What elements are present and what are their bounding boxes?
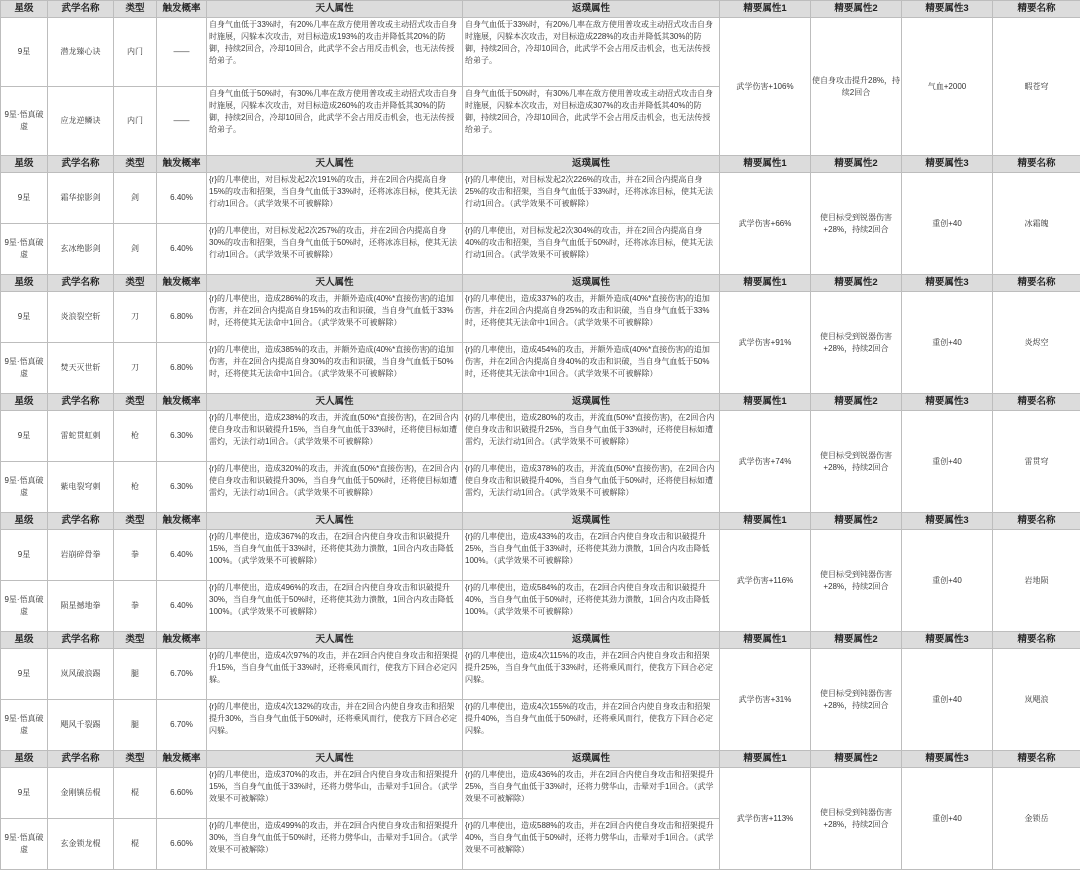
refine-name-cell: 炎烬空: [993, 292, 1080, 394]
fanpu-attr-text: {r}的几率使出，对目标发起2次226%的攻击，并在2回合内提高自身25%的攻击和招架，当自身气血低于33%时，还将冰冻目标，使其无法行动1回合。（武学效果不可被解除）: [465, 174, 717, 210]
header-row: [1, 632, 1080, 649]
tianren-attr-cell: [207, 224, 463, 275]
skill-name-cell: 炎浪裂空斩: [48, 292, 114, 343]
fanpu-attr-text: {r}的几率使出，造成337%的攻击，并额外造成(40%*直接伤害)的追加伤害，并在2回合内提高自身25%的攻击和识破，当自身气血低于33%时，还将使其无法命中1回合。（武学效果不可被解除）: [465, 293, 717, 329]
fanpu-attr-cell: [463, 581, 720, 632]
table-row: [1, 411, 1080, 462]
trigger-rate-cell: 6.60%: [157, 819, 207, 870]
fanpu-attr-text: {r}的几率使出，造成4次155%的攻击，并在2回合内使自身攻击和招架提升40%，当自身气血低于50%时，还将乘风而行，使我方下回合必定闪躲。: [465, 701, 717, 737]
refine-attr-1-cell: 武学伤害+113%: [720, 768, 811, 870]
header-type: 类型: [114, 156, 157, 173]
tianren-attr-text: {r}的几率使出，造成4次97%的攻击，并在2回合内使自身攻击和招架提升15%，当自身气血低于33%时，还将乘风而行，使我方下回合必定闪躲。: [209, 650, 460, 686]
star-level-cell: 9星: [1, 292, 48, 343]
fanpu-attr-cell: [463, 18, 720, 87]
header-skill-name: 武学名称: [48, 1, 114, 18]
star-level-cell: 9星·悟真破虚: [1, 343, 48, 394]
header-refine-attr-3: 精要属性3: [902, 156, 993, 173]
header-star: 星级: [1, 1, 48, 18]
header-fanpu-attr: 返璞属性: [463, 394, 720, 411]
refine-attr-1-cell: 武学伤害+31%: [720, 649, 811, 751]
header-refine-attr-3: 精要属性3: [902, 275, 993, 292]
fanpu-attr-text: {r}的几率使出，造成454%的攻击，并额外造成(40%*直接伤害)的追加伤害，并在2回合内提高自身40%的攻击和识破，当自身气血低于50%时，还将使其无法命中1回合。（武学效果不可被解除）: [465, 344, 717, 380]
skill-type-cell: 棍: [114, 768, 157, 819]
refine-attr-1-cell: 武学伤害+66%: [720, 173, 811, 275]
header-refine-attr-1: 精要属性1: [720, 1, 811, 18]
refine-attr-2-cell: 使目标受到钝器伤害+28%，持续2回合: [811, 649, 902, 751]
refine-attr-3-cell: 气血+2000: [902, 18, 993, 156]
star-level-cell: 9星·悟真破虚: [1, 224, 48, 275]
star-level-cell: 9星: [1, 18, 48, 87]
fanpu-attr-cell: [463, 173, 720, 224]
header-refine-attr-2: 精要属性2: [811, 1, 902, 18]
fanpu-attr-cell: [463, 700, 720, 751]
skill-name-cell: 雷蛇贯虹刺: [48, 411, 114, 462]
fanpu-attr-text: {r}的几率使出，造成436%的攻击，并在2回合内使自身攻击和招架提升25%，当自身气血低于33%时，还将力劈华山，击晕对手1回合。（武学效果不可被解除）: [465, 769, 717, 805]
fanpu-attr-cell: [463, 530, 720, 581]
header-refine-name: 精要名称: [993, 513, 1080, 530]
fanpu-attr-text: {r}的几率使出，造成433%的攻击，在2回合内使自身攻击和识破提升25%，当自身气血低于33%时，还将使其劲力溃散，1回合内攻击降低100%。（武学效果不可被解除）: [465, 531, 717, 567]
tianren-attr-cell: [207, 768, 463, 819]
refine-name-cell: 雷贯穹: [993, 411, 1080, 513]
header-refine-attr-2: 精要属性2: [811, 632, 902, 649]
refine-attr-1-cell: 武学伤害+116%: [720, 530, 811, 632]
fanpu-attr-text: {r}的几率使出，造成378%的攻击，并流血(50%*直接伤害)，在2回合内使自身攻击和识破提升40%，当自身气血低于50%时，还将使目标如遭雷灼，无法行动1回合。（武学效果不可被解除）: [465, 463, 717, 499]
refine-attr-1-cell: 武学伤害+106%: [720, 18, 811, 156]
refine-attr-3-cell: 重创+40: [902, 530, 993, 632]
header-trigger-rate: 触发概率: [157, 632, 207, 649]
skill-name-cell: 潜龙臻心诀: [48, 18, 114, 87]
header-trigger-rate: 触发概率: [157, 1, 207, 18]
header-trigger-rate: 触发概率: [157, 394, 207, 411]
star-level-cell: 9星: [1, 411, 48, 462]
header-refine-attr-1: 精要属性1: [720, 632, 811, 649]
refine-attr-3-cell: 重创+40: [902, 411, 993, 513]
tianren-attr-text: {r}的几率使出，造成367%的攻击，在2回合内使自身攻击和识破提升15%，当自身气血低于33%时，还将使其劲力溃散，1回合内攻击降低100%。（武学效果不可被解除）: [209, 531, 460, 567]
fanpu-attr-cell: [463, 768, 720, 819]
fanpu-attr-cell: [463, 649, 720, 700]
header-fanpu-attr: 返璞属性: [463, 632, 720, 649]
header-refine-attr-2: 精要属性2: [811, 394, 902, 411]
header-refine-name: 精要名称: [993, 156, 1080, 173]
refine-attr-2-cell: 使目标受到锐器伤害+28%，持续2回合: [811, 411, 902, 513]
header-refine-attr-1: 精要属性1: [720, 156, 811, 173]
skill-name-cell: 岚风破浪踢: [48, 649, 114, 700]
tianren-attr-text: 自身气血低于33%时，有20%几率在敌方使用普攻或主动招式攻击自身时施展，闪躲本次攻击，对目标造成193%的攻击并降低其20%的防御，持续2回合，冷却10回合，此武学不会占用反击机会，也无法传授给弟子。: [209, 19, 460, 67]
fanpu-attr-cell: [463, 87, 720, 156]
refine-attr-3-cell: 重创+40: [902, 173, 993, 275]
table-row: [1, 649, 1080, 700]
header-row: [1, 156, 1080, 173]
header-skill-name: 武学名称: [48, 394, 114, 411]
header-refine-name: 精要名称: [993, 751, 1080, 768]
header-star: 星级: [1, 275, 48, 292]
header-type: 类型: [114, 1, 157, 18]
header-refine-attr-3: 精要属性3: [902, 632, 993, 649]
fanpu-attr-cell: [463, 343, 720, 394]
header-tianren-attr: 天人属性: [207, 751, 463, 768]
tianren-attr-text: {r}的几率使出，造成238%的攻击，并流血(50%*直接伤害)，在2回合内使自身攻击和识破提升15%，当自身气血低于33%时，还将使目标如遭雷灼，无法行动1回合。（武学效果不可被解除）: [209, 412, 460, 448]
tianren-attr-cell: [207, 173, 463, 224]
trigger-rate-cell: 6.70%: [157, 649, 207, 700]
refine-name-cell: 冰霜魄: [993, 173, 1080, 275]
fanpu-attr-text: {r}的几率使出，造成4次115%的攻击，并在2回合内使自身攻击和招架提升25%，当自身气血低于33%时，还将乘风而行，使我方下回合必定闪躲。: [465, 650, 717, 686]
refine-name-cell: 暇苍穹: [993, 18, 1080, 156]
tianren-attr-text: {r}的几率使出，对目标发起2次257%的攻击，并在2回合内提高自身30%的攻击和招架，当自身气血低于50%时，还将冰冻目标，使其无法行动1回合。（武学效果不可被解除）: [209, 225, 460, 261]
table-row: [1, 530, 1080, 581]
trigger-rate-cell: ——: [157, 18, 207, 87]
star-level-cell: 9星: [1, 530, 48, 581]
tianren-attr-text: {r}的几率使出，造成499%的攻击，并在2回合内使自身攻击和招架提升30%，当自身气血低于50%时，还将力劈华山，击晕对手1回合。（武学效果不可被解除）: [209, 820, 460, 856]
header-type: 类型: [114, 275, 157, 292]
header-skill-name: 武学名称: [48, 751, 114, 768]
fanpu-attr-cell: [463, 411, 720, 462]
header-type: 类型: [114, 394, 157, 411]
header-trigger-rate: 触发概率: [157, 275, 207, 292]
star-level-cell: 9星: [1, 768, 48, 819]
header-refine-name: 精要名称: [993, 632, 1080, 649]
header-star: 星级: [1, 632, 48, 649]
skill-name-cell: 霜华掠影剑: [48, 173, 114, 224]
header-star: 星级: [1, 156, 48, 173]
skill-type-cell: 拳: [114, 581, 157, 632]
header-refine-attr-3: 精要属性3: [902, 394, 993, 411]
skill-type-cell: 内门: [114, 18, 157, 87]
table-row: [1, 292, 1080, 343]
table-row: [1, 173, 1080, 224]
header-row: [1, 751, 1080, 768]
header-tianren-attr: 天人属性: [207, 513, 463, 530]
header-type: 类型: [114, 751, 157, 768]
header-row: [1, 275, 1080, 292]
refine-attr-1-cell: 武学伤害+91%: [720, 292, 811, 394]
tianren-attr-cell: [207, 530, 463, 581]
refine-attr-2-cell: 使目标受到锐器伤害+28%，持续2回合: [811, 173, 902, 275]
header-refine-attr-1: 精要属性1: [720, 394, 811, 411]
star-level-cell: 9星·悟真破虚: [1, 462, 48, 513]
tianren-attr-text: {r}的几率使出，造成370%的攻击，并在2回合内使自身攻击和招架提升15%，当自身气血低于33%时，还将力劈华山，击晕对手1回合。（武学效果不可被解除）: [209, 769, 460, 805]
refine-attr-3-cell: 重创+40: [902, 768, 993, 870]
header-fanpu-attr: 返璞属性: [463, 1, 720, 18]
refine-attr-3-cell: 重创+40: [902, 649, 993, 751]
header-tianren-attr: 天人属性: [207, 275, 463, 292]
trigger-rate-cell: 6.40%: [157, 530, 207, 581]
trigger-rate-cell: 6.70%: [157, 700, 207, 751]
skill-name-cell: 焚天灭世斩: [48, 343, 114, 394]
skill-name-cell: 金刚镇岳棍: [48, 768, 114, 819]
star-level-cell: 9星·悟真破虚: [1, 819, 48, 870]
fanpu-attr-text: {r}的几率使出，造成280%的攻击，并流血(50%*直接伤害)，在2回合内使自身攻击和识破提升25%，当自身气血低于33%时，还将使目标如遭雷灼，无法行动1回合。（武学效果不可被解除）: [465, 412, 717, 448]
skill-type-cell: 内门: [114, 87, 157, 156]
header-fanpu-attr: 返璞属性: [463, 156, 720, 173]
fanpu-attr-text: 自身气血低于33%时，有20%几率在敌方使用普攻或主动招式攻击自身时施展，闪躲本次攻击，对目标造成228%的攻击并降低其30%的防御，持续2回合，冷却10回合，此武学不会占用反击机会，也无法传授给弟子。: [465, 19, 717, 67]
header-refine-attr-2: 精要属性2: [811, 751, 902, 768]
header-skill-name: 武学名称: [48, 156, 114, 173]
refine-attr-2-cell: 使自身攻击提升28%，持续2回合: [811, 18, 902, 156]
star-level-cell: 9星: [1, 173, 48, 224]
star-level-cell: 9星·悟真破虚: [1, 700, 48, 751]
tianren-attr-text: {r}的几率使出，造成4次132%的攻击，并在2回合内使自身攻击和招架提升30%，当自身气血低于50%时，还将乘风而行，使我方下回合必定闪躲。: [209, 701, 460, 737]
trigger-rate-cell: 6.30%: [157, 411, 207, 462]
trigger-rate-cell: 6.40%: [157, 224, 207, 275]
header-row: [1, 394, 1080, 411]
header-refine-attr-3: 精要属性3: [902, 513, 993, 530]
tianren-attr-text: {r}的几率使出，造成496%的攻击，在2回合内使自身攻击和识破提升30%，当自身气血低于50%时，还将使其劲力溃散，1回合内攻击降低100%。（武学效果不可被解除）: [209, 582, 460, 618]
header-type: 类型: [114, 632, 157, 649]
skill-type-cell: 剑: [114, 173, 157, 224]
trigger-rate-cell: ——: [157, 87, 207, 156]
tianren-attr-text: {r}的几率使出，造成286%的攻击，并额外造成(40%*直接伤害)的追加伤害，并在2回合内提高自身15%的攻击和识破，当自身气血低于33%时，还将使其无法命中1回合。（武学效果不可被解除）: [209, 293, 460, 329]
skill-name-cell: 应龙逆鳞诀: [48, 87, 114, 156]
trigger-rate-cell: 6.60%: [157, 768, 207, 819]
header-refine-name: 精要名称: [993, 275, 1080, 292]
header-refine-attr-1: 精要属性1: [720, 275, 811, 292]
header-star: 星级: [1, 394, 48, 411]
header-skill-name: 武学名称: [48, 632, 114, 649]
tianren-attr-cell: [207, 649, 463, 700]
header-refine-attr-3: 精要属性3: [902, 1, 993, 18]
skill-type-cell: 刀: [114, 292, 157, 343]
header-skill-name: 武学名称: [48, 513, 114, 530]
table-row: [1, 18, 1080, 87]
skill-type-cell: 腿: [114, 649, 157, 700]
fanpu-attr-text: {r}的几率使出，对目标发起2次304%的攻击，并在2回合内提高自身40%的攻击和招架，当自身气血低于50%时，还将冰冻目标，使其无法行动1回合。（武学效果不可被解除）: [465, 225, 717, 261]
header-skill-name: 武学名称: [48, 275, 114, 292]
header-star: 星级: [1, 513, 48, 530]
header-tianren-attr: 天人属性: [207, 156, 463, 173]
refine-name-cell: 金锁岳: [993, 768, 1080, 870]
fanpu-attr-cell: [463, 292, 720, 343]
tianren-attr-cell: [207, 581, 463, 632]
header-fanpu-attr: 返璞属性: [463, 513, 720, 530]
refine-attr-2-cell: 使目标受到锐器伤害+28%，持续2回合: [811, 292, 902, 394]
header-tianren-attr: 天人属性: [207, 632, 463, 649]
skill-type-cell: 棍: [114, 819, 157, 870]
skill-name-cell: 玄冰绝影剑: [48, 224, 114, 275]
header-fanpu-attr: 返璞属性: [463, 275, 720, 292]
trigger-rate-cell: 6.80%: [157, 343, 207, 394]
refine-attr-2-cell: 使目标受到钝器伤害+28%，持续2回合: [811, 768, 902, 870]
skill-type-cell: 腿: [114, 700, 157, 751]
tianren-attr-text: {r}的几率使出，对目标发起2次191%的攻击，并在2回合内提高自身15%的攻击和招架，当自身气血低于33%时，还将冰冻目标，使其无法行动1回合。（武学效果不可被解除）: [209, 174, 460, 210]
trigger-rate-cell: 6.80%: [157, 292, 207, 343]
header-refine-attr-2: 精要属性2: [811, 275, 902, 292]
skill-type-cell: 枪: [114, 411, 157, 462]
header-fanpu-attr: 返璞属性: [463, 751, 720, 768]
skill-name-cell: 紫电裂穹刺: [48, 462, 114, 513]
header-row: [1, 1, 1080, 18]
header-trigger-rate: 触发概率: [157, 156, 207, 173]
header-star: 星级: [1, 751, 48, 768]
refine-attr-2-cell: 使目标受到钝器伤害+28%，持续2回合: [811, 530, 902, 632]
star-level-cell: 9星·悟真破虚: [1, 581, 48, 632]
header-refine-name: 精要名称: [993, 1, 1080, 18]
skill-name-cell: 玄金锁龙棍: [48, 819, 114, 870]
refine-attr-1-cell: 武学伤害+74%: [720, 411, 811, 513]
header-refine-attr-1: 精要属性1: [720, 513, 811, 530]
tianren-attr-text: {r}的几率使出，造成320%的攻击，并流血(50%*直接伤害)，在2回合内使自身攻击和识破提升30%，当自身气血低于50%时，还将使目标如遭雷灼，无法行动1回合。（武学效果不可被解除）: [209, 463, 460, 499]
tianren-attr-text: 自身气血低于50%时，有30%几率在敌方使用普攻或主动招式攻击自身时施展，闪躲本次攻击，对目标造成260%的攻击并降低其30%的防御，持续2回合，冷却10回合，此武学不会占用反击机会，也无法传授给弟子。: [209, 88, 460, 136]
trigger-rate-cell: 6.30%: [157, 462, 207, 513]
header-refine-attr-2: 精要属性2: [811, 156, 902, 173]
header-tianren-attr: 天人属性: [207, 394, 463, 411]
skill-type-cell: 刀: [114, 343, 157, 394]
tianren-attr-cell: [207, 292, 463, 343]
refine-attr-3-cell: 重创+40: [902, 292, 993, 394]
star-level-cell: 9星·悟真破虚: [1, 87, 48, 156]
fanpu-attr-text: {r}的几率使出，造成588%的攻击，并在2回合内使自身攻击和招架提升40%，当自身气血低于50%时，还将力劈华山，击晕对手1回合。（武学效果不可被解除）: [465, 820, 717, 856]
skill-name-cell: 陨星撼地拳: [48, 581, 114, 632]
skill-type-cell: 枪: [114, 462, 157, 513]
fanpu-attr-text: {r}的几率使出，造成584%的攻击，在2回合内使自身攻击和识破提升40%，当自身气血低于50%时，还将使其劲力溃散，1回合内攻击降低100%。（武学效果不可被解除）: [465, 582, 717, 618]
header-row: [1, 513, 1080, 530]
skill-name-cell: 飓风千裂踢: [48, 700, 114, 751]
tianren-attr-cell: [207, 462, 463, 513]
fanpu-attr-cell: [463, 819, 720, 870]
tianren-attr-cell: [207, 819, 463, 870]
header-refine-attr-3: 精要属性3: [902, 751, 993, 768]
fanpu-attr-text: 自身气血低于50%时，有30%几率在敌方使用普攻或主动招式攻击自身时施展，闪躲本次攻击，对目标造成307%的攻击并降低其40%的防御，持续2回合，冷却10回合，此武学不会占用反击机会，也无法传授给弟子。: [465, 88, 717, 136]
fanpu-attr-cell: [463, 224, 720, 275]
trigger-rate-cell: 6.40%: [157, 581, 207, 632]
skill-type-cell: 拳: [114, 530, 157, 581]
tianren-attr-cell: [207, 18, 463, 87]
header-refine-attr-2: 精要属性2: [811, 513, 902, 530]
header-trigger-rate: 触发概率: [157, 513, 207, 530]
header-tianren-attr: 天人属性: [207, 1, 463, 18]
skill-type-cell: 剑: [114, 224, 157, 275]
header-refine-attr-1: 精要属性1: [720, 751, 811, 768]
refine-name-cell: 岩地陨: [993, 530, 1080, 632]
tianren-attr-cell: [207, 411, 463, 462]
header-type: 类型: [114, 513, 157, 530]
refine-name-cell: 岚飓浪: [993, 649, 1080, 751]
trigger-rate-cell: 6.40%: [157, 173, 207, 224]
tianren-attr-cell: [207, 87, 463, 156]
star-level-cell: 9星: [1, 649, 48, 700]
fanpu-attr-cell: [463, 462, 720, 513]
skill-name-cell: 岩崩碎骨拳: [48, 530, 114, 581]
header-refine-name: 精要名称: [993, 394, 1080, 411]
header-trigger-rate: 触发概率: [157, 751, 207, 768]
table-row: [1, 768, 1080, 819]
tianren-attr-cell: [207, 700, 463, 751]
tianren-attr-text: {r}的几率使出，造成385%的攻击，并额外造成(40%*直接伤害)的追加伤害，并在2回合内提高自身30%的攻击和识破，当自身气血低于50%时，还将使其无法命中1回合。（武学效果不可被解除）: [209, 344, 460, 380]
tianren-attr-cell: [207, 343, 463, 394]
